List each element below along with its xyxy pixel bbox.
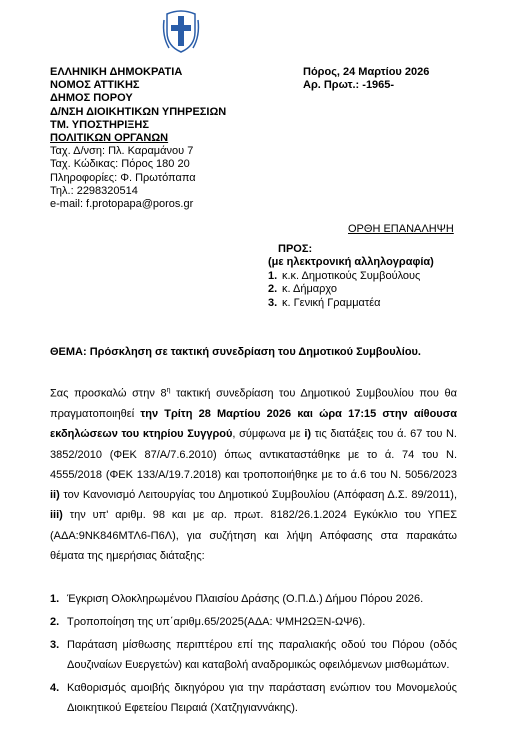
org-line: ΠΟΛΙΤΙΚΩΝ ΟΡΓΑΝΩΝ	[50, 132, 169, 145]
agenda-number: 1.	[50, 593, 60, 605]
agenda-text: Τροποποίηση της υπ΄αριθμ.65/2025(ΑΔΑ: ΨΜΗ2ΩΞΝ-ΩΨ6).	[67, 616, 366, 628]
agenda-item	[50, 678, 457, 718]
recipient-item	[268, 297, 434, 310]
contact-line: Ταχ. Κώδικας: Πόρος 180 20	[50, 158, 190, 171]
recipient-number: 3.	[268, 296, 278, 309]
recipient-number: 1.	[268, 269, 278, 282]
clause-marker: i)	[304, 428, 312, 441]
body-text: τακτική συνεδρίαση του Δημοτικού Συμβουλίου που θα πραγματοποιηθεί	[50, 387, 457, 420]
agenda-list	[50, 589, 457, 721]
recipient-name: κ. Δήμαρχο	[282, 283, 338, 296]
agenda-number: 2.	[50, 616, 60, 628]
agenda-number: 4.	[50, 682, 60, 694]
agenda-item	[50, 635, 457, 675]
sender-block	[50, 66, 270, 211]
recipient-item	[268, 283, 434, 296]
body-text: Σας προσκαλώ στην 8	[50, 387, 167, 400]
delivery-method: (με ηλεκτρονική αλληλογραφία)	[268, 256, 434, 269]
body-paragraph	[50, 381, 457, 566]
recipients-block	[268, 243, 434, 310]
contact-email: e-mail: f.protopapa@poros.gr	[50, 198, 194, 211]
protocol-number: Αρ. Πρωτ.: -1965-	[303, 79, 395, 92]
agenda-text: Παράταση μίσθωσης περιπτέρου επί της παραλιακής οδού του Πόρου (οδός Δουζιναίων Ευεργετών) και καταβολή αναδρομικώς οφειλόμενων μισθωμάτων.	[67, 639, 457, 671]
place-date: Πόρος, 24 Μαρτίου 2026	[303, 66, 430, 78]
body-text: , σύμφωνα με	[232, 428, 305, 441]
clause-marker: ii)	[50, 489, 60, 502]
body-text: τις διατάξεις του ά. 67 του Ν. 3852/2010 (ΦΕΚ 87/Α/7.6.2010) όπως αντικαταστάθηκε με το ά. 74 του Ν. 4555/2018 (ΦΕΚ 133/Α/19.7.2018) και τροποποιήθηκε με το ά.6 του Ν. 5056/2023	[50, 428, 457, 481]
org-line: ΝΟΜΟΣ ΑΤΤΙΚΗΣ	[50, 79, 140, 92]
meeting-datetime: την Τρίτη 28 Μαρτίου 2026 και ώρα 17:15 στην αίθουσα εκδηλώσεων του κτηρίου Συγγρού	[50, 407, 457, 441]
body-text: την υπ' αριθμ. 98 και με αρ. πρωτ. 8182/26.1.2024 Εγκύκλιο του ΥΠΕΣ (ΑΔΑ:9ΝΚ846ΜΤΛ6-Π6Λ), για συζήτηση και λήψη Απόφασης στα παρακάτω θέματα της ημερήσιας διάταξης:	[50, 509, 457, 563]
recipient-item	[268, 270, 434, 283]
agenda-number: 3.	[50, 639, 60, 651]
org-line: ΔΗΜΟΣ ΠΟΡΟΥ	[50, 92, 133, 105]
date-block	[303, 66, 429, 92]
contact-line: Τηλ.: 2298320514	[50, 184, 138, 197]
org-line: ΕΛΛΗΝΙΚΗ ΔΗΜΟΚΡΑΤΙΑ	[50, 66, 183, 78]
ordinal-suffix: η	[166, 387, 171, 394]
agenda-text: Έγκριση Ολοκληρωμένου Πλαισίου Δράσης (Ο.Π.Δ.) Δήμου Πόρου 2026.	[67, 593, 424, 605]
body-text: τον Κανονισμό Λειτουργίας του Δημοτικού Συμβουλίου (Απόφαση Δ.Σ. 89/2011),	[59, 489, 457, 502]
contact-line: Πληροφορίες: Φ. Πρωτόπαπα	[50, 171, 196, 184]
recipient-name: κ.κ. Δημοτικούς Συμβούλους	[282, 269, 421, 282]
clause-marker: iii)	[50, 509, 63, 522]
correction-label: ΟΡΘΗ ΕΠΑΝΑΛΗΨΗ	[348, 223, 454, 235]
org-line: Δ/ΝΣΗ ΔΙΟΙΚΗΤΙΚΩΝ ΥΠΗΡΕΣΙΩΝ	[50, 105, 227, 118]
org-line: ΤΜ. ΥΠΟΣΤΗΡΙΞΗΣ	[50, 118, 149, 131]
agenda-item	[50, 589, 457, 609]
contact-line: Ταχ. Δ/νση: Πλ. Καραμάνου 7	[50, 145, 194, 158]
greek-emblem	[161, 6, 201, 56]
agenda-text: Καθορισμός αμοιβής δικηγόρου για την παράσταση ενώπιον του Μονομελούς Διοικητικού Εφετείου Πειραιά (Χατζηγιαννάκης).	[67, 682, 457, 714]
agenda-item	[50, 612, 457, 632]
recipient-number: 2.	[268, 283, 278, 296]
subject-line: ΘΕΜΑ: Πρόσκληση σε τακτική συνεδρίαση του Δημοτικού Συμβουλίου.	[50, 346, 421, 358]
to-label: ΠΡΟΣ:	[278, 243, 313, 255]
recipient-name: κ. Γενική Γραμματέα	[282, 296, 381, 309]
